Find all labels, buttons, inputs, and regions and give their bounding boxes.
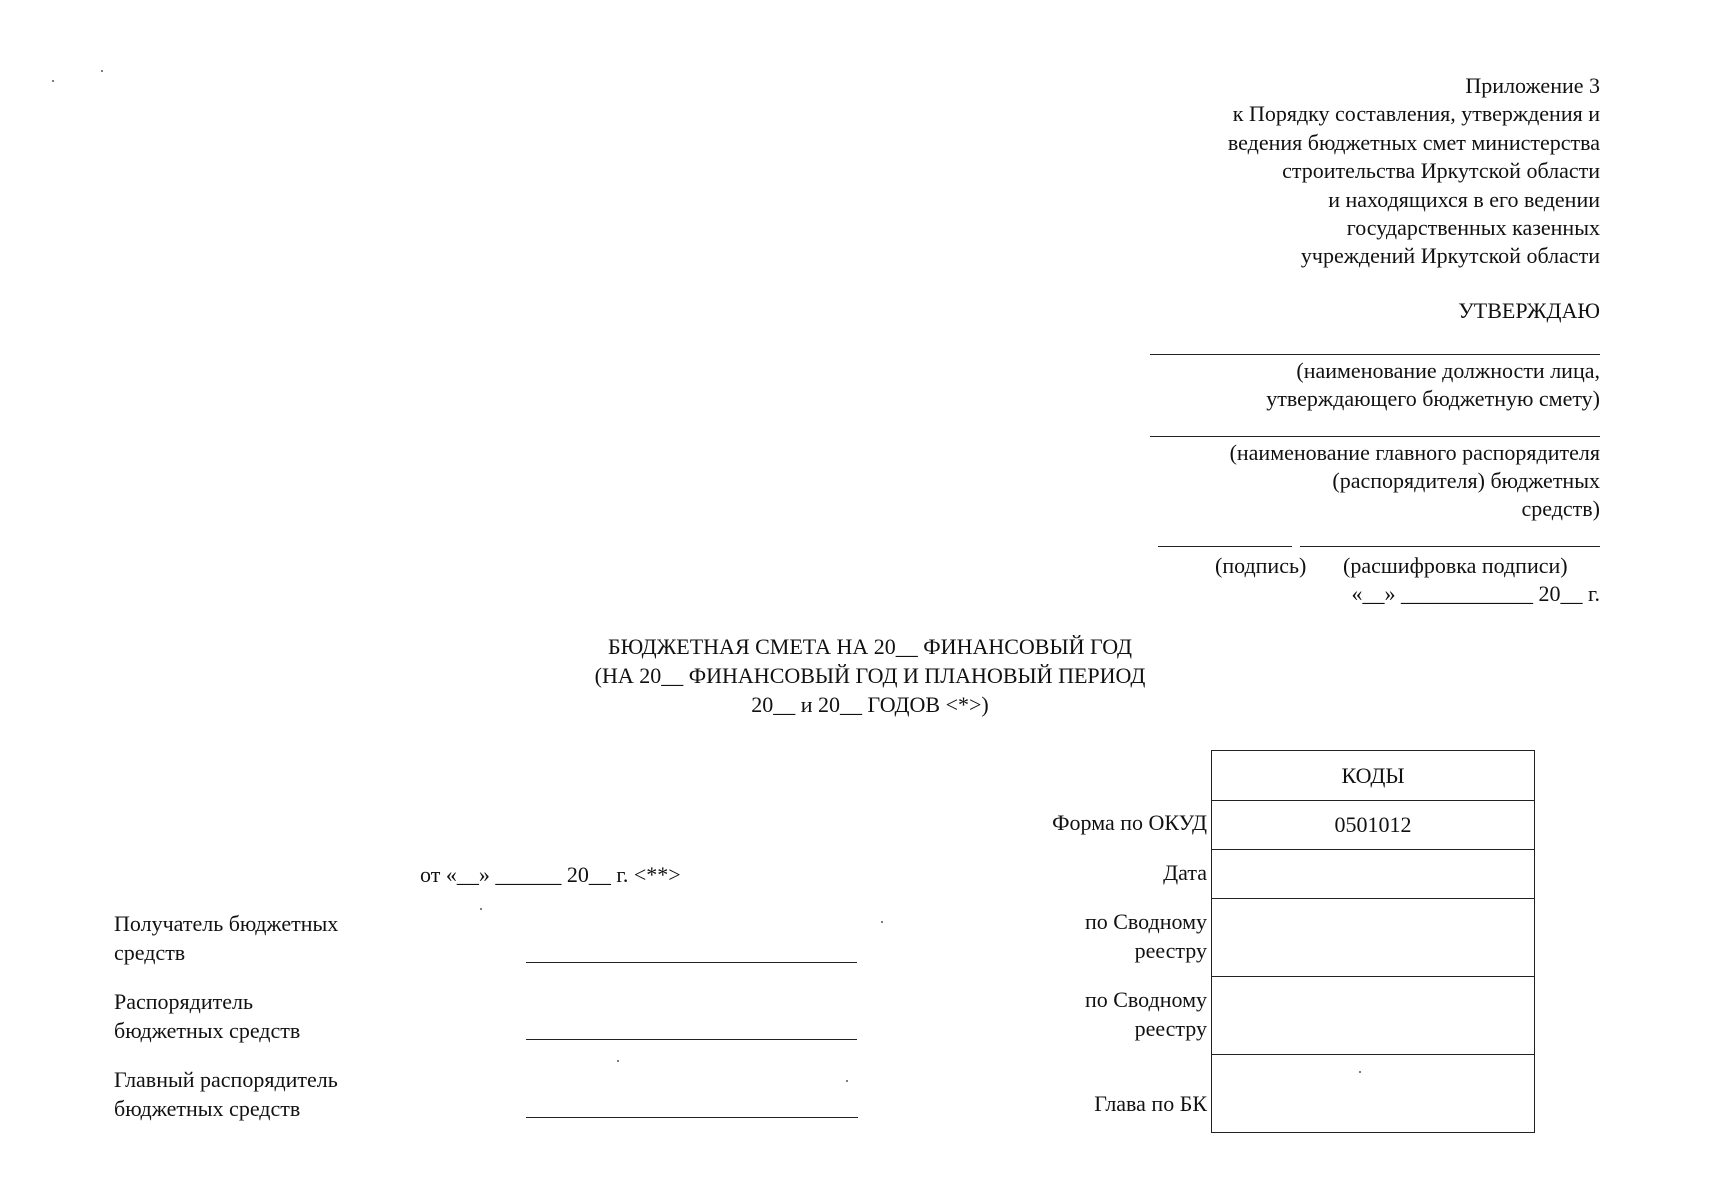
approval-heading: УТВЕРЖДАЮ — [1458, 298, 1600, 323]
okud-code-cell[interactable]: 0501012 — [1212, 801, 1535, 850]
registry-label-line: по Сводному — [1084, 987, 1207, 1012]
decoding-caption: (расшифровка подписи) — [1343, 553, 1568, 578]
codes-table — [1211, 750, 1535, 1133]
title-line: 20__ и 20__ ГОДОВ <*>) — [751, 692, 989, 717]
appendix-line: и находящихся в его ведении — [1328, 186, 1600, 212]
signature-caption: (подпись) — [1215, 553, 1307, 578]
manager-label-line: бюджетных средств — [114, 1018, 301, 1043]
budget-chapter-code-cell[interactable] — [1212, 1055, 1535, 1133]
title-line: БЮДЖЕТНАЯ СМЕТА НА 20__ ФИНАНСОВЫЙ ГОД — [607, 634, 1133, 659]
position-caption — [1100, 357, 1600, 413]
registry-label — [1085, 907, 1207, 965]
recipient-label-line: средств — [114, 940, 186, 965]
manager-line[interactable] — [1150, 436, 1600, 437]
signature-decoding-line[interactable] — [1300, 546, 1600, 547]
scan-speck — [617, 1060, 619, 1062]
manager-label — [114, 987, 300, 1045]
codes-header: КОДЫ — [1212, 751, 1535, 801]
registry-label-line: по Сводному — [1084, 909, 1207, 934]
chief-manager-label-line: Главный распорядитель — [114, 1067, 338, 1092]
chief-manager-input-line[interactable] — [526, 1117, 858, 1118]
registry-label-line: реестру — [1134, 1016, 1207, 1041]
appendix-line: государственных казенных — [1346, 215, 1600, 241]
chief-manager-label — [114, 1065, 338, 1123]
chief-manager-label-line: бюджетных средств — [114, 1096, 301, 1121]
okud-label: Форма по ОКУД — [1052, 810, 1207, 835]
scan-speck — [52, 80, 54, 82]
scan-speck — [101, 70, 103, 72]
manager-input-line[interactable] — [526, 1039, 857, 1040]
document-title — [420, 632, 1320, 719]
position-line[interactable] — [1150, 354, 1600, 355]
recipient-label-line: Получатель бюджетных — [114, 911, 339, 936]
registry-code-cell[interactable] — [1212, 899, 1535, 977]
manager-label-line: Распорядитель — [114, 989, 254, 1014]
scan-speck — [881, 921, 883, 923]
appendix-header — [1040, 72, 1600, 271]
manager-caption-line: (распорядителя) бюджетных — [1332, 468, 1600, 493]
title-line: (НА 20__ ФИНАНСОВЫЙ ГОД И ПЛАНОВЫЙ ПЕРИОД — [594, 663, 1146, 688]
budget-chapter-label: Глава по БК — [1094, 1091, 1207, 1116]
appendix-line: строительства Иркутской области — [1282, 158, 1600, 184]
recipient-input-line[interactable] — [526, 962, 857, 963]
recipient-label — [114, 909, 338, 967]
date-code-cell[interactable] — [1212, 850, 1535, 899]
registry-label — [1085, 985, 1207, 1043]
date-label: Дата — [1163, 860, 1207, 885]
appendix-line: учреждений Иркутской области — [1300, 243, 1600, 269]
scan-speck — [1359, 1071, 1361, 1073]
date-from[interactable]: от «__» ______ 20__ г. <**> — [420, 862, 681, 887]
manager-caption-line: средств) — [1521, 496, 1600, 521]
approval-date[interactable]: «__» ____________ 20__ г. — [1351, 581, 1600, 606]
manager-caption-line: (наименование главного распорядителя — [1229, 440, 1600, 465]
registry-label-line: реестру — [1134, 938, 1207, 963]
position-caption-line: (наименование должности лица, — [1296, 358, 1600, 383]
registry-code-cell[interactable] — [1212, 977, 1535, 1055]
position-caption-line: утверждающего бюджетную смету) — [1266, 386, 1600, 411]
appendix-line: ведения бюджетных смет министерства — [1227, 129, 1600, 155]
scan-speck — [846, 1080, 848, 1082]
signature-line[interactable] — [1158, 546, 1292, 547]
appendix-line: к Порядку составления, утверждения и — [1232, 101, 1600, 127]
appendix-line: Приложение 3 — [1465, 73, 1600, 98]
manager-caption — [1080, 439, 1600, 523]
scan-speck — [480, 908, 482, 910]
